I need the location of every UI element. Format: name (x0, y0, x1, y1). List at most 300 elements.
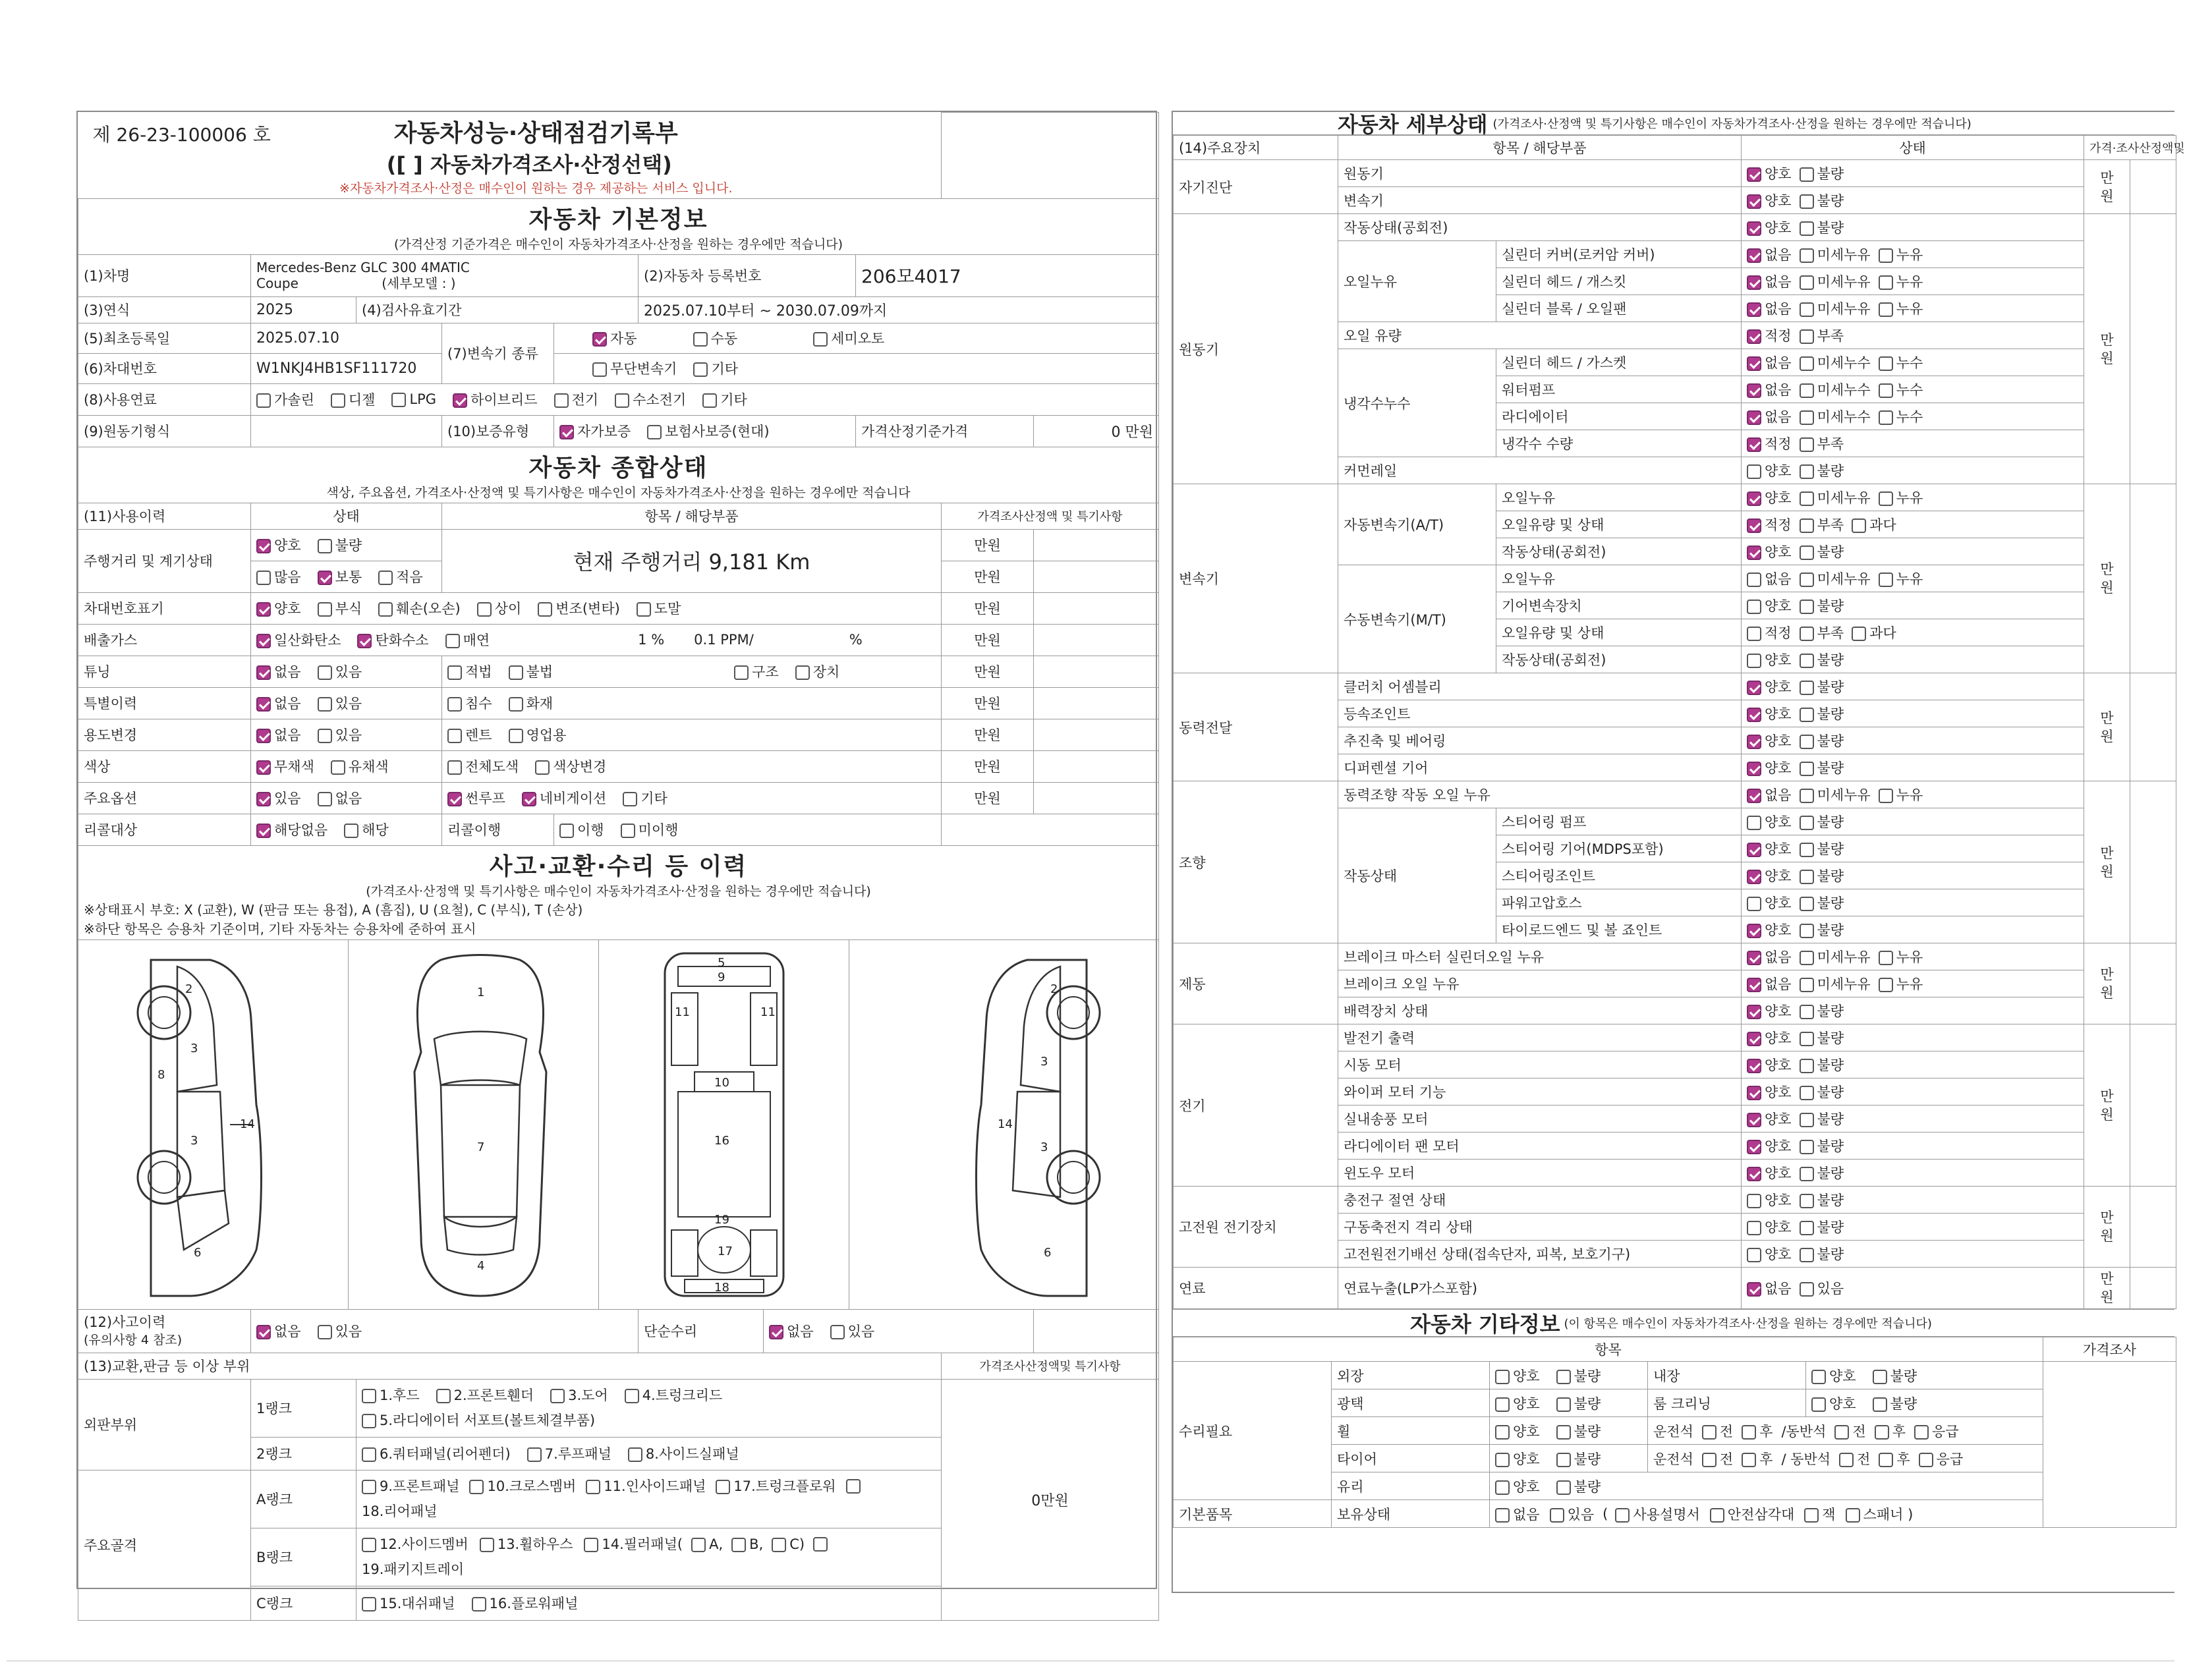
state-checkbox[interactable] (1800, 951, 1814, 965)
color-change-checkbox[interactable] (535, 760, 550, 775)
options-none-checkbox[interactable] (318, 792, 332, 806)
state-checkbox[interactable] (1800, 302, 1814, 317)
state-label: 양호 (1765, 679, 1792, 695)
state-checkbox[interactable] (1747, 329, 1761, 344)
interior-bad-checkbox[interactable] (1873, 1370, 1887, 1384)
state-checkbox[interactable] (1800, 1032, 1814, 1046)
mileage-bad-checkbox[interactable] (318, 539, 332, 553)
state-checkbox[interactable] (1747, 816, 1761, 830)
accident-note: (가격조사·산정액 및 특기사항은 매수인이 자동차가격조사·산정을 원하는 경우에만 적습니다) (366, 883, 871, 899)
state-checkbox[interactable] (1747, 843, 1761, 857)
part-trunk-lid-checkbox[interactable] (625, 1389, 639, 1403)
state-checkbox[interactable] (1747, 248, 1761, 263)
state-checkbox[interactable] (1747, 275, 1761, 290)
state-checkbox[interactable] (1747, 437, 1761, 452)
spanner-checkbox[interactable] (1846, 1508, 1860, 1523)
detail-table (1173, 135, 2185, 1309)
part-floor-panel-checkbox[interactable] (472, 1597, 486, 1611)
rank2-label: 2랭크 (251, 1437, 356, 1470)
state-checkbox[interactable] (1747, 1059, 1761, 1073)
interior-good-checkbox[interactable] (1811, 1370, 1826, 1384)
tire-p-front-checkbox[interactable] (1839, 1453, 1854, 1467)
tire-emergency-label: 응급 (1936, 1451, 1964, 1467)
state-checkbox[interactable] (1747, 1113, 1761, 1127)
accident-exists-label: 있음 (335, 1324, 362, 1339)
state-label: 불량 (1817, 1003, 1844, 1019)
state-checkbox[interactable] (1747, 1194, 1761, 1208)
state-checkbox[interactable] (1879, 573, 1893, 587)
exterior-options (1490, 1362, 1648, 1389)
trans-manual-checkbox[interactable] (693, 332, 708, 347)
won-unit: 원 (2100, 188, 2114, 204)
part-roof-panel-checkbox[interactable] (527, 1447, 542, 1462)
detail-price-header: 가격·조사산정액및 (2084, 136, 2176, 160)
state-checkbox[interactable] (1747, 573, 1761, 587)
detail-part-label: 냉각수 수량 (1496, 430, 1742, 457)
pillar-c-checkbox[interactable] (772, 1538, 786, 1552)
detail-item-label: 커먼레일 (1338, 457, 1742, 484)
holding-none-checkbox[interactable] (1495, 1508, 1510, 1523)
part-num-19: 19 (714, 1212, 729, 1227)
gloss-bad-checkbox[interactable] (1556, 1397, 1571, 1412)
color-full-paint-checkbox[interactable] (447, 760, 462, 775)
detail-item-label: 변속기 (1338, 187, 1742, 214)
room-clean-bad-label: 불량 (1890, 1395, 1917, 1412)
state-checkbox[interactable] (1747, 1221, 1761, 1235)
gloss-options (1490, 1389, 1648, 1417)
state-checkbox[interactable] (1800, 708, 1814, 722)
state-checkbox[interactable] (1879, 302, 1893, 317)
glass-bad-checkbox[interactable] (1556, 1480, 1571, 1495)
state-checkbox[interactable] (1747, 491, 1761, 506)
pillar-c-label: C) (789, 1536, 805, 1552)
simple-repair-exists-checkbox[interactable] (830, 1325, 845, 1339)
state-checkbox[interactable] (1800, 464, 1814, 479)
state-checkbox[interactable] (1747, 735, 1761, 749)
part-dash-panel-checkbox[interactable] (362, 1597, 376, 1611)
special-flood-checkbox[interactable] (447, 697, 462, 712)
part-cross-member-checkbox[interactable] (469, 1480, 484, 1494)
state-checkbox[interactable] (1747, 789, 1761, 803)
state-checkbox[interactable] (1800, 735, 1814, 749)
state-checkbox[interactable] (1800, 275, 1814, 290)
manual-checkbox[interactable] (1615, 1508, 1630, 1523)
tuning-exists-checkbox[interactable] (318, 665, 332, 680)
man-unit: 만 (2100, 966, 2114, 982)
state-checkbox[interactable] (1747, 383, 1761, 398)
gloss-good-checkbox[interactable] (1495, 1397, 1510, 1412)
state-checkbox[interactable] (1747, 978, 1761, 992)
state-checkbox[interactable] (1800, 356, 1814, 371)
state-checkbox[interactable] (1747, 1282, 1761, 1297)
special-exists-checkbox[interactable] (318, 697, 332, 712)
detail-state-options (1742, 889, 2084, 916)
fuel-hydrogen-checkbox[interactable] (615, 393, 629, 408)
state-label: 불량 (1817, 1219, 1844, 1235)
exterior-good-checkbox[interactable] (1495, 1370, 1510, 1384)
part-door-checkbox[interactable] (550, 1389, 565, 1403)
detail-part-label: 파워고압호스 (1496, 889, 1742, 916)
emission-hc-checkbox[interactable] (357, 634, 372, 648)
detail-item-label: 충전구 절연 상태 (1338, 1187, 1742, 1214)
tuning-none-checkbox[interactable] (256, 665, 271, 680)
emission-smoke-checkbox[interactable] (445, 634, 460, 648)
mileage-many-checkbox[interactable] (256, 571, 271, 585)
state-checkbox[interactable] (1852, 627, 1866, 641)
trans-semi-checkbox[interactable] (813, 332, 828, 347)
reg-no-value: 206모4017 (856, 254, 1159, 296)
state-checkbox[interactable] (1800, 167, 1814, 182)
mileage-few-checkbox[interactable] (378, 571, 393, 585)
accident-none-checkbox[interactable] (256, 1325, 271, 1339)
reg-no-label: (2)자동차 등록번호 (638, 254, 856, 296)
part-hood-checkbox[interactable] (362, 1389, 376, 1403)
holding-options (1490, 1500, 2043, 1528)
mileage-normal-label: 보통 (335, 569, 362, 585)
special-none-checkbox[interactable] (256, 697, 271, 712)
car-name-line1: Mercedes-Benz GLC 300 4MATIC (256, 260, 470, 275)
state-checkbox[interactable] (1747, 1248, 1761, 1262)
purpose-rent-checkbox[interactable] (447, 729, 462, 743)
trans-cvt-checkbox[interactable] (592, 362, 607, 377)
state-checkbox[interactable] (1800, 1248, 1814, 1262)
emission-hc-label: 탄화수소 (375, 632, 429, 648)
state-label: 적정 (1765, 436, 1792, 452)
state-checkbox[interactable] (1747, 1032, 1761, 1046)
state-checkbox[interactable] (1800, 1086, 1814, 1100)
detail-state-options (1742, 754, 2084, 781)
state-checkbox[interactable] (1747, 221, 1761, 236)
vin-mark-altered-checkbox[interactable] (538, 602, 552, 617)
part-front-panel-checkbox[interactable] (362, 1480, 376, 1494)
state-label: 양호 (1765, 598, 1792, 614)
state-checkbox[interactable] (1800, 681, 1814, 695)
detail-price-cell (2084, 160, 2130, 214)
tuning-illegal-checkbox[interactable] (509, 665, 523, 680)
tire-front-checkbox[interactable] (1702, 1453, 1717, 1467)
wheel-bad-checkbox[interactable] (1556, 1425, 1571, 1440)
option-sunroof-checkbox[interactable] (447, 792, 462, 806)
warranty-insurance-checkbox[interactable] (647, 425, 662, 439)
state-label: 불량 (1817, 598, 1844, 614)
state-checkbox[interactable] (1747, 951, 1761, 965)
recall-yes-checkbox[interactable] (344, 824, 358, 838)
pillar-b-checkbox[interactable] (731, 1538, 746, 1552)
state-checkbox[interactable] (1747, 518, 1761, 533)
state-checkbox[interactable] (1800, 491, 1814, 506)
mileage-good-checkbox[interactable] (256, 539, 271, 553)
purpose-none-checkbox[interactable] (256, 729, 271, 743)
wheel-position-options (1648, 1417, 2043, 1445)
state-checkbox[interactable] (1800, 1282, 1814, 1297)
state-label: 누유 (1896, 571, 1923, 587)
wheel-front-checkbox[interactable] (1702, 1425, 1717, 1440)
detail-title: 자동차 세부상태 (1338, 112, 1488, 137)
state-checkbox[interactable] (1800, 518, 1814, 533)
state-checkbox[interactable] (1800, 437, 1814, 452)
car-left-side-diagram (78, 940, 349, 1309)
color-chromatic-checkbox[interactable] (331, 760, 345, 775)
tuning-device-checkbox[interactable] (795, 665, 810, 680)
warranty-self-checkbox[interactable] (559, 425, 574, 439)
part-num-16: 16 (714, 1133, 729, 1148)
state-checkbox[interactable] (1800, 924, 1814, 938)
state-checkbox[interactable] (1879, 275, 1893, 290)
state-checkbox[interactable] (1800, 194, 1814, 209)
exterior-bad-checkbox[interactable] (1556, 1370, 1571, 1384)
detail-item-label: 발전기 출력 (1338, 1024, 1742, 1051)
part-num-3: 3 (1040, 1054, 1048, 1069)
fuel-lpg-label: LPG (409, 391, 437, 407)
part-pillar-panel-label: 14.필러패널( (602, 1536, 683, 1552)
state-checkbox[interactable] (1747, 194, 1761, 209)
tire-bad-checkbox[interactable] (1556, 1453, 1571, 1467)
state-checkbox[interactable] (1800, 762, 1814, 776)
holding-exists-checkbox[interactable] (1550, 1508, 1564, 1523)
state-checkbox[interactable] (1747, 897, 1761, 911)
car-diagram-area (78, 939, 1159, 1309)
state-checkbox[interactable] (1879, 383, 1893, 398)
inspect-label: (4)검사유효기간 (356, 296, 638, 323)
state-checkbox[interactable] (1800, 816, 1814, 830)
state-label: 누수 (1896, 355, 1923, 371)
state-checkbox[interactable] (1747, 681, 1761, 695)
state-checkbox[interactable] (1800, 600, 1814, 614)
state-checkbox[interactable] (1747, 410, 1761, 425)
state-checkbox[interactable] (1747, 654, 1761, 668)
state-checkbox[interactable] (1879, 951, 1893, 965)
state-label: 없음 (1765, 355, 1792, 371)
purpose-exists-checkbox[interactable] (318, 729, 332, 743)
fuel-hybrid-checkbox[interactable] (453, 393, 467, 408)
emission-smoke-label: 매연 (463, 632, 490, 648)
state-checkbox[interactable] (1800, 1140, 1814, 1154)
part-num-7: 7 (477, 1140, 485, 1154)
wheel-emergency-checkbox[interactable] (1914, 1425, 1929, 1440)
part-hood-label: 1.후드 (380, 1387, 420, 1403)
state-checkbox[interactable] (1879, 248, 1893, 263)
tire-good-checkbox[interactable] (1495, 1453, 1510, 1467)
detail-part-label: 오일누유 (1496, 565, 1742, 592)
basic-info-title: 자동차 기본정보 (528, 206, 708, 233)
fuel-electric-checkbox[interactable] (554, 393, 569, 408)
recall-notdone-checkbox[interactable] (621, 824, 635, 838)
part-package-tray-checkbox[interactable] (813, 1537, 828, 1552)
detail-note-cell (2130, 1024, 2176, 1187)
purpose-change-items (442, 719, 942, 750)
state-checkbox[interactable] (1747, 546, 1761, 560)
state-checkbox[interactable] (1879, 491, 1893, 506)
tire-emergency-checkbox[interactable] (1919, 1453, 1933, 1467)
part-rear-panel-checkbox[interactable] (846, 1479, 861, 1494)
vin-mark-corrosion-checkbox[interactable] (318, 602, 332, 617)
state-checkbox[interactable] (1800, 1221, 1814, 1235)
state-label: 양호 (1765, 1219, 1792, 1235)
state-checkbox[interactable] (1800, 627, 1814, 641)
part-trunk-floor-checkbox[interactable] (716, 1480, 730, 1494)
part-num-10: 10 (714, 1075, 729, 1090)
state-label: 미세누수 (1817, 409, 1871, 425)
detail-item-label: 구동축전지 격리 상태 (1338, 1214, 1742, 1241)
pillar-a-checkbox[interactable] (691, 1538, 706, 1552)
fuel-gasoline-checkbox[interactable] (256, 393, 271, 408)
state-checkbox[interactable] (1747, 1086, 1761, 1100)
gloss-label: 광택 (1332, 1389, 1490, 1417)
state-checkbox[interactable] (1800, 897, 1814, 911)
state-checkbox[interactable] (1747, 708, 1761, 722)
simple-repair-none-checkbox[interactable] (769, 1325, 783, 1339)
part-num-5: 5 (718, 955, 725, 970)
purpose-rent-label: 렌트 (465, 727, 492, 743)
trans-auto-checkbox[interactable] (592, 332, 607, 347)
mileage-normal-checkbox[interactable] (318, 571, 332, 585)
state-checkbox[interactable] (1800, 383, 1814, 398)
state-checkbox[interactable] (1747, 464, 1761, 479)
mileage-text: 현재 주행거리 9,181 Km (442, 529, 942, 592)
state-label: 미세누유 (1817, 976, 1871, 992)
part-side-sill-checkbox[interactable] (628, 1447, 642, 1462)
state-checkbox[interactable] (1747, 1167, 1761, 1181)
state-checkbox[interactable] (1800, 248, 1814, 263)
state-label: 불량 (1817, 1246, 1844, 1262)
state-checkbox[interactable] (1852, 518, 1866, 533)
detail-part-label: 스티어링 펌프 (1496, 808, 1742, 835)
state-checkbox[interactable] (1800, 843, 1814, 857)
simple-repair-options (764, 1309, 1034, 1353)
vin-mark-damage-checkbox[interactable] (378, 602, 393, 617)
state-checkbox[interactable] (1747, 1140, 1761, 1154)
car-name-line2: Coupe (256, 275, 298, 291)
fuel-lpg-checkbox[interactable] (391, 393, 406, 407)
room-clean-bad-checkbox[interactable] (1873, 1397, 1887, 1412)
detail-part-label: 실린더 헤드 / 개스킷 (1496, 268, 1742, 295)
detail-note-cell (2130, 673, 2176, 781)
state-checkbox[interactable] (1747, 600, 1761, 614)
part-pillar-panel-checkbox[interactable] (584, 1538, 598, 1552)
tuning-structure-checkbox[interactable] (734, 665, 749, 680)
state-checkbox[interactable] (1800, 1167, 1814, 1181)
man-unit: 만 (2100, 1271, 2114, 1287)
tire-rear-checkbox[interactable] (1742, 1453, 1756, 1467)
part-front-fender-checkbox[interactable] (436, 1389, 451, 1403)
detail-item-label: 와이퍼 모터 기능 (1338, 1078, 1742, 1106)
glass-good-checkbox[interactable] (1495, 1480, 1510, 1495)
state-label: 양호 (1765, 1165, 1792, 1181)
recall-na-checkbox[interactable] (256, 824, 271, 838)
state-checkbox[interactable] (1747, 167, 1761, 182)
man-unit: 만 (2100, 845, 2114, 861)
tuning-structure-label: 구조 (752, 664, 779, 680)
fuel-other-checkbox[interactable] (702, 393, 717, 408)
tire-p-rear-checkbox[interactable] (1879, 1453, 1893, 1467)
state-label: 없음 (1765, 949, 1792, 965)
options-exist-checkbox[interactable] (256, 792, 271, 806)
jack-checkbox[interactable] (1804, 1508, 1819, 1523)
manwon-label: 만원 (942, 687, 1034, 719)
recall-label: 리콜대상 (78, 814, 251, 845)
state-checkbox[interactable] (1800, 573, 1814, 587)
state-checkbox[interactable] (1800, 410, 1814, 425)
accident-exists-checkbox[interactable] (318, 1325, 332, 1339)
state-checkbox[interactable] (1747, 762, 1761, 776)
color-achromatic-checkbox[interactable] (256, 760, 271, 775)
special-fire-checkbox[interactable] (509, 697, 523, 712)
room-clean-good-checkbox[interactable] (1811, 1397, 1826, 1412)
part-side-member-checkbox[interactable] (362, 1538, 376, 1552)
wheel-good-checkbox[interactable] (1495, 1425, 1510, 1440)
purpose-business-checkbox[interactable] (509, 729, 523, 743)
state-checkbox[interactable] (1800, 1005, 1814, 1019)
state-checkbox[interactable] (1747, 627, 1761, 641)
recall-done-text: 이행 (577, 822, 604, 838)
tuning-legal-checkbox[interactable] (447, 665, 462, 680)
state-checkbox[interactable] (1800, 546, 1814, 560)
state-checkbox[interactable] (1800, 978, 1814, 992)
vin-mark-good-checkbox[interactable] (256, 602, 271, 617)
fuel-diesel-checkbox[interactable] (331, 393, 345, 408)
state-checkbox[interactable] (1800, 329, 1814, 344)
part-num-11: 11 (760, 1005, 776, 1019)
triangle-checkbox[interactable] (1710, 1508, 1724, 1523)
part-num-1: 1 (477, 985, 485, 999)
trans-other-checkbox[interactable] (693, 362, 708, 377)
doc-number: 제 26-23-100006 호 (92, 123, 271, 146)
won-unit: 원 (2100, 1289, 2114, 1305)
accident-title: 사고·교환·수리 등 이력 (489, 853, 748, 880)
state-checkbox[interactable] (1879, 410, 1893, 425)
wheel-rear-checkbox[interactable] (1742, 1425, 1756, 1440)
state-checkbox[interactable] (1800, 1113, 1814, 1127)
state-checkbox[interactable] (1747, 302, 1761, 317)
state-checkbox[interactable] (1747, 924, 1761, 938)
emission-co-checkbox[interactable] (256, 634, 271, 648)
option-navi-checkbox[interactable] (522, 792, 536, 806)
manwon-label: 만원 (942, 656, 1034, 687)
state-checkbox[interactable] (1800, 789, 1814, 803)
etc-table (1173, 1337, 2176, 1528)
state-checkbox[interactable] (1800, 1194, 1814, 1208)
state-checkbox[interactable] (1879, 789, 1893, 803)
wheel-p-front-checkbox[interactable] (1834, 1425, 1849, 1440)
vin-mark-smeared-checkbox[interactable] (637, 602, 651, 617)
emission-hc-value: 0.1 PPM/ (694, 632, 754, 648)
wheel-p-rear-checkbox[interactable] (1875, 1425, 1889, 1440)
part-inside-panel-checkbox[interactable] (586, 1480, 600, 1494)
state-checkbox[interactable] (1879, 356, 1893, 371)
state-checkbox[interactable] (1800, 221, 1814, 236)
part-wheel-house-checkbox[interactable] (480, 1538, 494, 1552)
state-checkbox[interactable] (1747, 870, 1761, 884)
state-label: 없음 (1765, 409, 1792, 425)
recall-done-checkbox[interactable] (559, 824, 574, 838)
options-none-label: 없음 (335, 791, 362, 806)
part-quarter-panel-checkbox[interactable] (362, 1447, 376, 1462)
wheel-options (1490, 1417, 1648, 1445)
vin-mark-differ-checkbox[interactable] (477, 602, 492, 617)
detail-state-options (1742, 484, 2084, 511)
state-checkbox[interactable] (1747, 1005, 1761, 1019)
state-checkbox[interactable] (1800, 870, 1814, 884)
gloss-bad-label: 불량 (1574, 1395, 1601, 1412)
state-checkbox[interactable] (1800, 654, 1814, 668)
state-checkbox[interactable] (1747, 356, 1761, 371)
state-checkbox[interactable] (1879, 978, 1893, 992)
option-other-checkbox[interactable] (623, 792, 637, 806)
state-checkbox[interactable] (1800, 1059, 1814, 1073)
part-radiator-support-checkbox[interactable] (362, 1414, 376, 1428)
detail-state-options (1742, 997, 2084, 1024)
device-group-label: 연료 (1174, 1268, 1338, 1309)
